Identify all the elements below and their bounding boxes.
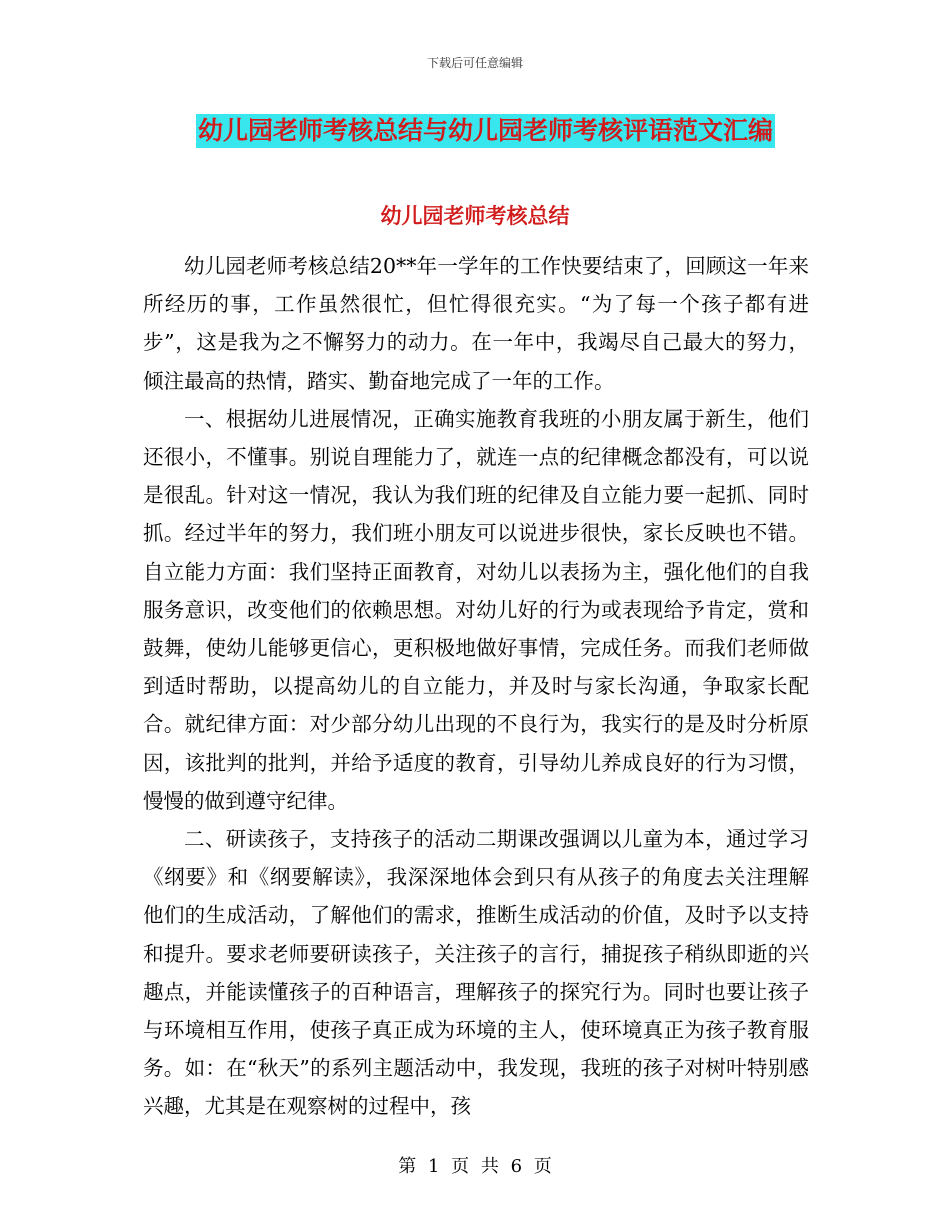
section-title: 幼儿园老师考核总结 bbox=[380, 203, 570, 228]
paragraph-intro: 幼儿园老师考核总结20**年一学年的工作快要结束了，回顾这一年来所经历的事，工作虽然很忙，但忙得很充实。“为了每一个孩子都有进步”，这是我为之不懈努力的动力。在一年中，我竭尽自己最大的努力，倾注最高的热情，踏实、勤奋地完成了一年的工作。 bbox=[143, 254, 809, 393]
document-title: 幼儿园老师考核总结与幼儿园老师考核评语范文汇编 bbox=[196, 114, 775, 148]
paragraph-section-two: 二、研读孩子，支持孩子的活动二期课改强调以儿童为本，通过学习《纲要》和《纲要解读》，我深深地体会到只有从孩子的角度去关注理解他们的生成活动，了解他们的需求，推断生成活动的价值，及时予以支持和提升。要求老师要研读孩子，关注孩子的言行，捕捉孩子稍纵即逝的兴趣点，并能读懂孩子的百种语言，理解孩子的探究行为。同时也要让孩子与环境相互作用，使孩子真正成为环境的主人，使环境真正为孩子教育服务。如：在“秋天”的系列主题活动中，我发现，我班的孩子对树叶特别感兴趣，尤其是在观察树的过程中，孩 bbox=[143, 827, 809, 1119]
body-text bbox=[143, 247, 809, 1126]
page-number-footer: 第 1 页 共 6 页 bbox=[398, 1156, 552, 1177]
header-note: 下载后可任意编辑 bbox=[426, 56, 523, 70]
paragraph-section-one: 一、根据幼儿进展情况，正确实施教育我班的小朋友属于新生，他们还很小，不懂事。别说自理能力了，就连一点的纪律概念都没有，可以说是很乱。针对这一情况，我认为我们班的纪律及自立能力要一起抓、同时抓。经过半年的努力，我们班小朋友可以说进步很快，家长反映也不错。自立能力方面：我们坚持正面教育，对幼儿以表扬为主，强化他们的自我服务意识，改变他们的依赖思想。对幼儿好的行为或表现给予肯定，赏和鼓舞，使幼儿能够更信心，更积极地做好事情，完成任务。而我们老师做到适时帮助，以提高幼儿的自立能力，并及时与家长沟通，争取家长配合。就纪律方面：对少部分幼儿出现的不良行为，我实行的是及时分析原因，该批判的批判，并给予适度的教育，引导幼儿养成良好的行为习惯，慢慢的做到遵守纪律。 bbox=[143, 406, 809, 813]
